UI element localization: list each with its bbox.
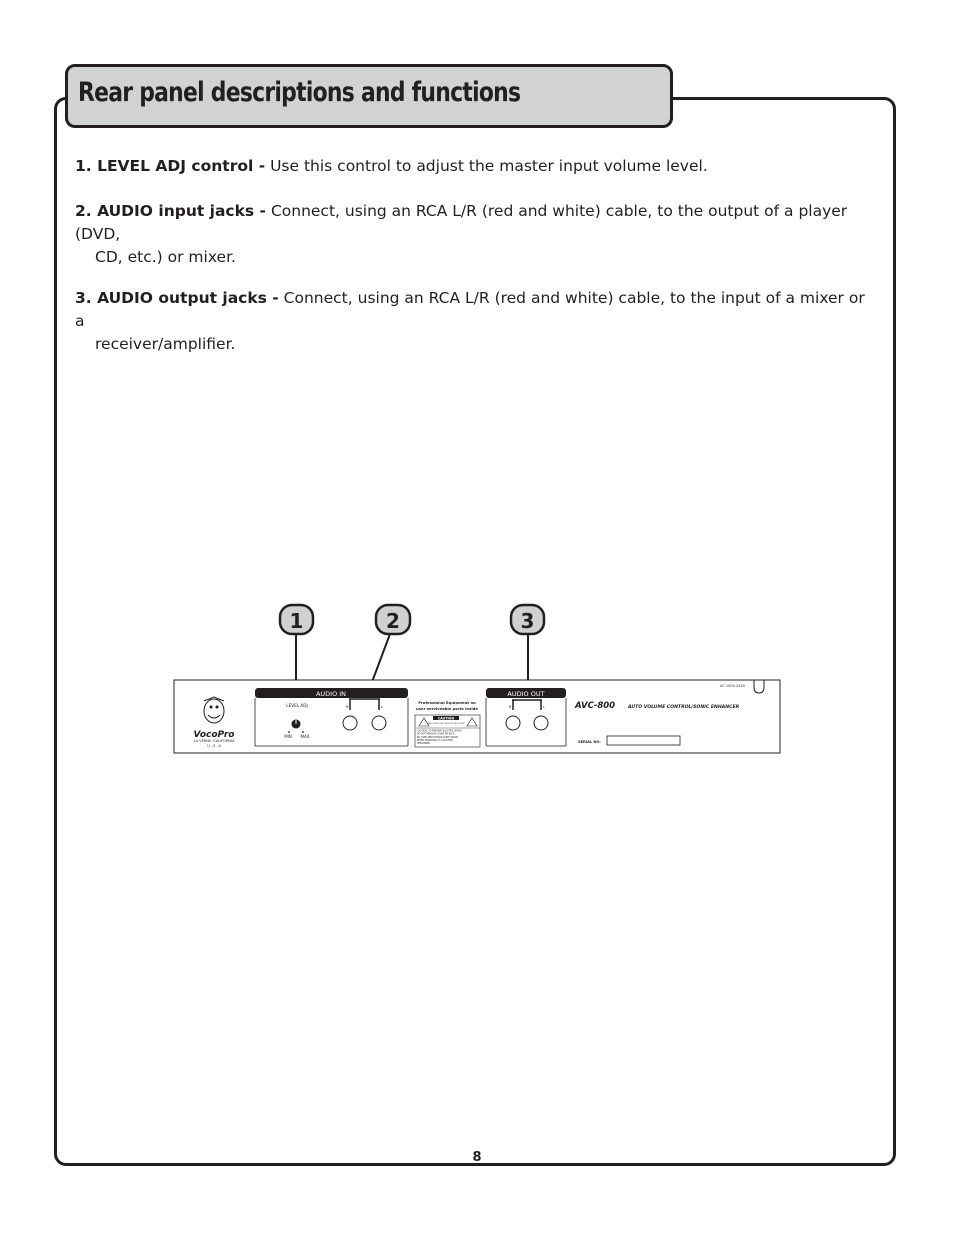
title-tab	[65, 64, 673, 128]
audio-in-jack-l[interactable]	[372, 716, 386, 730]
caution-text-3: NO USER SERVICEABLE PARTS INSIDE.	[417, 736, 459, 739]
item-audio-output	[75, 287, 875, 356]
brand-country: U . S . A	[207, 744, 221, 748]
caution-text-5: PERSONNEL.	[417, 742, 431, 745]
audio-out-jack-left-label: R	[508, 705, 512, 709]
callout-1-label: 1	[289, 609, 304, 633]
item-text: Connect, using an RCA L/R (red and white) cable, to the output of a player (DVD,	[75, 202, 848, 243]
ac-voltage-label: AC 100V-240V	[720, 684, 746, 688]
item-term: 2. AUDIO input jacks -	[75, 202, 266, 220]
caution-text-2: DO NOT REMOVE COVER OR BACK.	[417, 732, 456, 736]
caution-text-4: REFER SERVICING TO QUALIFIED	[417, 739, 453, 742]
caution-text-1: CAUTION: TO PREVENT ELECTRIC SHOCK	[417, 729, 462, 733]
audio-out-jack-right-label: L	[543, 705, 545, 709]
callout-3	[511, 605, 544, 634]
callout-1	[280, 605, 313, 634]
item-text-continued: receiver/amplifier.	[95, 335, 236, 353]
serial-number-box	[607, 736, 680, 745]
page-title: Rear panel descriptions and functions	[78, 77, 521, 108]
level-adj-knob[interactable]	[292, 720, 301, 729]
audio-out-label: AUDIO OUT	[507, 690, 545, 698]
callout-2	[376, 605, 410, 634]
audio-out-jack-l[interactable]	[534, 716, 548, 730]
warning-line-2: user serviceable parts inside	[416, 706, 478, 711]
audio-in-label: AUDIO IN	[315, 690, 347, 698]
item-audio-input	[75, 200, 875, 269]
brand-location: LA VERNE, CALIFORNIA	[193, 739, 235, 743]
warning-line-1: Professional Equipment no	[418, 700, 476, 705]
item-text: Use this control to adjust the master input volume level.	[270, 157, 708, 175]
callout-2-label: 2	[386, 609, 400, 633]
caution-sub: RISK OF ELECTRIC SHOCK DO NOT OPEN	[427, 723, 465, 725]
max-label: MAX	[300, 734, 310, 739]
callout-3-label: 3	[520, 609, 535, 633]
brand-name: VocoPro	[193, 730, 235, 740]
serial-label: SERIAL NO.	[578, 740, 601, 744]
model-description: AUTO VOLUME CONTROL/SONIC ENHANCER	[628, 705, 740, 710]
audio-in-jack-left-label: R	[345, 705, 349, 709]
audio-in-jack-right-label: L	[381, 705, 383, 709]
level-adj-label: LEVEL ADJ	[286, 703, 308, 708]
min-label: MIN	[284, 734, 292, 739]
audio-out-jack-r[interactable]	[506, 716, 520, 730]
item-text: Connect, using an RCA L/R (red and white) cable, to the input of a mixer or a	[75, 289, 865, 330]
item-term: 3. AUDIO output jacks -	[75, 289, 279, 307]
model-name: AVC-800	[575, 701, 616, 711]
item-text-continued: CD, etc.) or mixer.	[95, 248, 236, 266]
audio-in-jack-r[interactable]	[343, 716, 357, 730]
rear-panel-diagram	[170, 603, 784, 757]
item-term: 1. LEVEL ADJ control -	[75, 157, 266, 175]
item-level-adj	[75, 155, 875, 178]
page-number: 8	[472, 1150, 482, 1165]
caution-label: CAUTION	[437, 716, 455, 721]
